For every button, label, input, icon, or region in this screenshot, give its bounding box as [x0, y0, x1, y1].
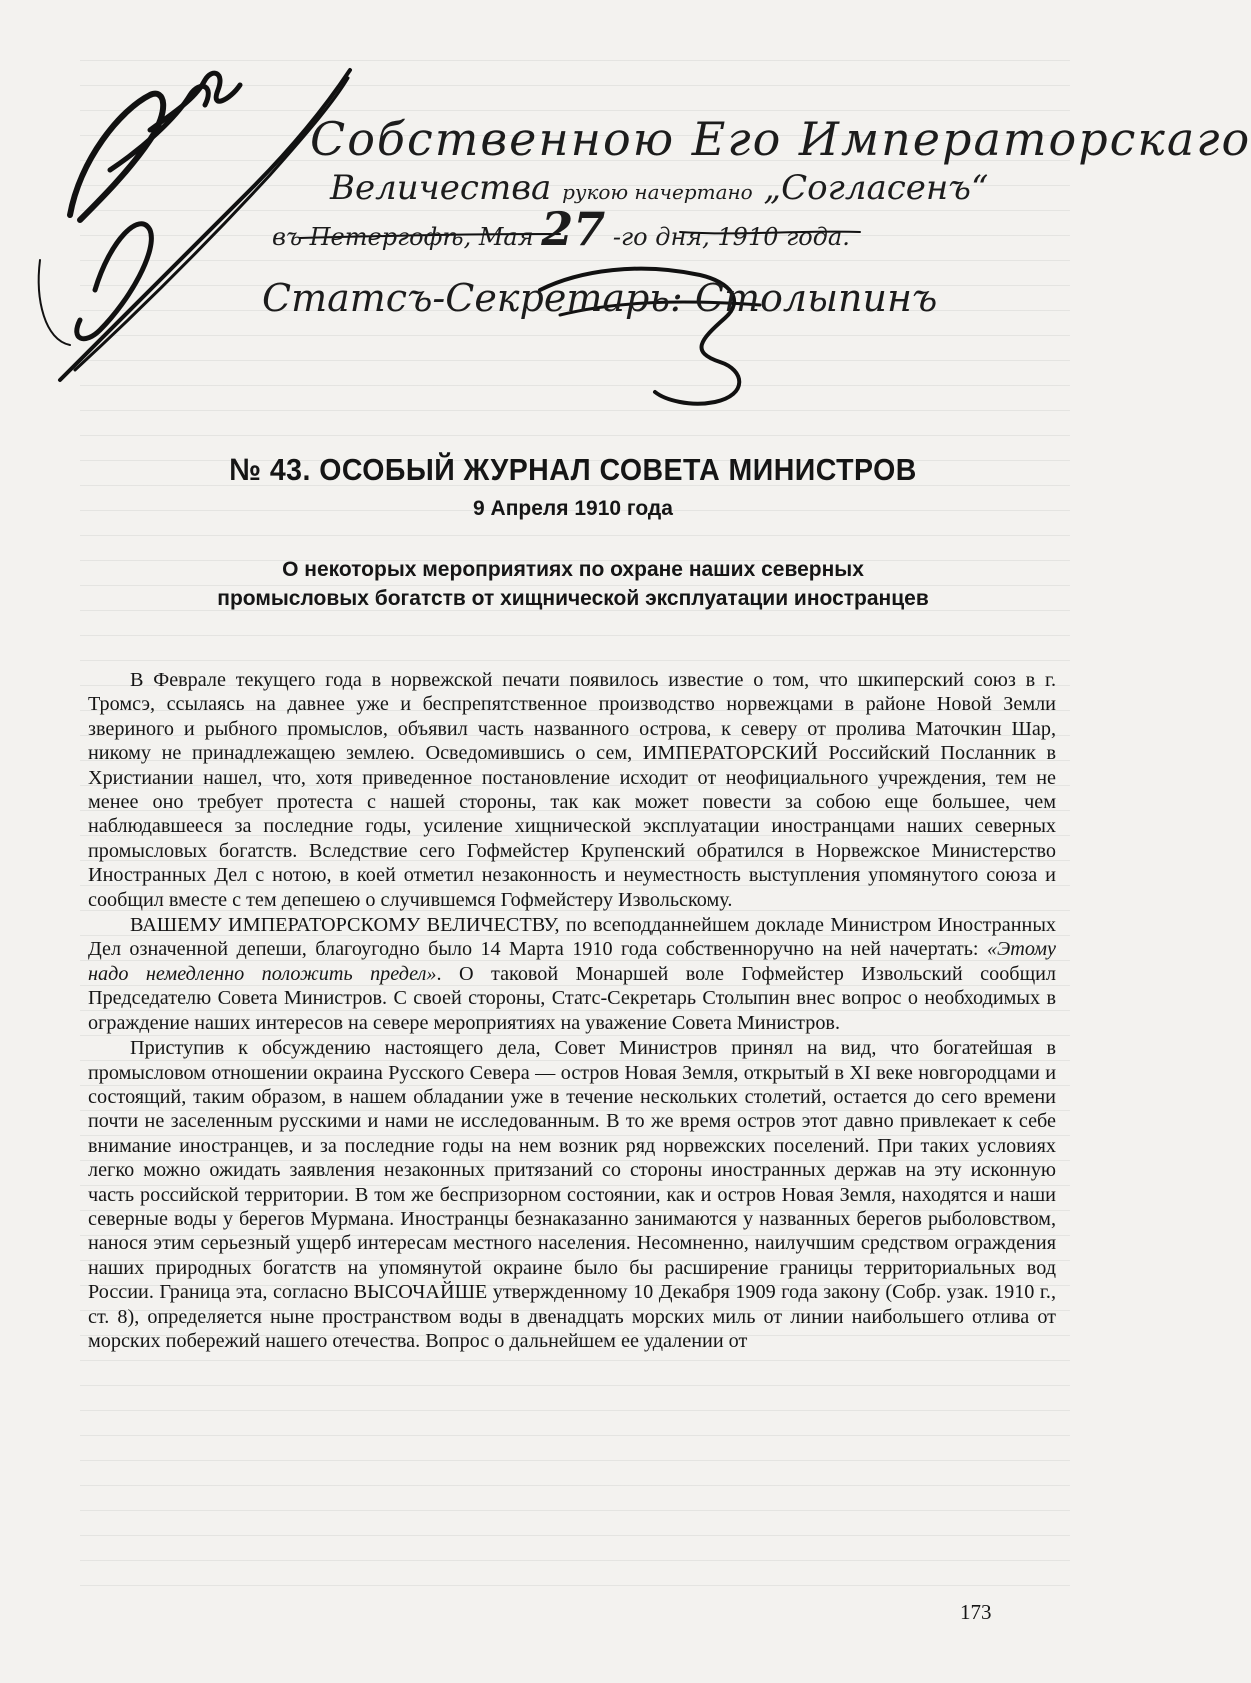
- document-subtitle: [120, 555, 1026, 613]
- resolution-by-hand: рукою начертано: [562, 180, 753, 204]
- document-date: 9 Апреля 1910 года: [473, 497, 673, 520]
- imperial-quote: «Этому надо немедленно положить предел»: [88, 938, 1056, 985]
- document-body: [88, 668, 1056, 1353]
- resolution-line-3: [272, 202, 850, 256]
- document-title: № 43. ОСОБЫЙ ЖУРНАЛ СОВЕТА МИНИСТРОВ: [229, 452, 917, 487]
- resolution-agreed: „Согласенъ“: [763, 168, 989, 208]
- margin-stroke: [77, 224, 152, 339]
- margin-stroke: [70, 94, 163, 220]
- resolution-line-1: Собственною Его Императорскаго: [310, 112, 1251, 166]
- paragraph-2-end: . О таковой Монаршей воле Гофмейстер Извольский сообщил Председателю Совета Министров. С своей стороны, Статс-Секретарь Столыпин внес вопрос о необходимых в ограждение наших интересов на севере мероприятиях на уважение Совета Министров.: [88, 962, 1057, 1034]
- page-number: 173: [960, 1600, 992, 1624]
- resolution-day: 27: [541, 202, 606, 256]
- paragraph-2-start: ВАШЕМУ ИМПЕРАТОРСКОМУ ВЕЛИЧЕСТВУ, по всеподданнейшем докладе Министром Иностранных Дел означенной депеши, благоугодно было 14 Марта 1910 года собственноручно на ней начертать:: [88, 914, 1056, 961]
- handwritten-resolution: [0, 0, 1251, 420]
- resolution-majesty: Величества: [330, 168, 552, 208]
- subtitle-line-2: промысловых богатств от хищнической эксплуатации иностранцев: [217, 587, 929, 610]
- paragraph-1: В Феврале текущего года в норвежской печати появилось известие о том, что шкиперский союз в г. Тромсэ, ссылаясь на давнее уже и беспрепятственное производство норвежцами в районе Новой Земли звериного и рыбного промыслов, объявил часть названного острова, к северу от пролива Маточкин Шар, никому не принадлежащею землею. Осведомившись о сем, ИМПЕРАТОРСКИЙ Российский Посланник в Христиании нашел, что, хотя приведенное постановление исходит от неофициального учреждения, тем не менее оно требует протеста с нашей стороны, так как может повести за собою еще большее, чем наблюдавшееся за последние годы, усиление хищнической эксплуатации иностранцами наших северных промысловых богатств. Вследствие сего Гофмейстер Крупенский обратился в Норвежское Министерство Иностранных Дел с нотою, в коей отметил незаконность и неуместность выступления упомянутого союза и сообщил вместе с тем депешею о случившемся Гофмейстеру Извольскому.: [88, 669, 1056, 911]
- resolution-year: -го дня, 1910 года.: [612, 223, 850, 251]
- subtitle-line-1: О некоторых мероприятиях по охране наших северных: [282, 558, 864, 581]
- paragraph-3: Приступив к обсуждению настоящего дела, Совет Министров принял на вид, что богатейшая в промысловом отношении окраина Русского Севера — остров Новая Земля, открытый в XI веке новгородцами и состоящий, таким образом, в нашем обладании уже в течение нескольких столетий, остается до сего времени почти не заселенным русскими и нами не исследованным. В то же время остров этот давно привлекает к себе внимание иностранцев, и за последние годы на нем возник ряд норвежских поселений. При таких условиях легко можно ожидать заявления незаконных притязаний со стороны иностранных держав на эту исконную часть российской территории. В том же беспризорном состоянии, как и остров Новая Земля, находятся и наши северные воды у берегов Мурмана. Иностранцы безнаказанно занимаются у названных берегов рыболовством, нанося этим серьезный ущерб интересам местного населения. Несомненно, наилучшим средством ограждения наших природных богатств на упомянутой окраине было бы расширение границы территориальных вод России. Граница эта, согласно ВЫСОЧАЙШЕ утвержденному 10 Декабря 1909 года закону (Собр. узак. 1910 г., ст. 8), определяется ныне пространством воды в двенадцать морских миль от линии наибольшего отлива от морских побережий нашего отечества. Вопрос о дальнейшем ее удалении от: [88, 1037, 1056, 1352]
- margin-stroke: [39, 260, 70, 345]
- paragraph-2: [88, 913, 1056, 1035]
- resolution-place: въ Петергофѣ, Мая: [272, 223, 534, 251]
- resolution-signature: Статсъ-Секретарь: Столыпинъ: [262, 276, 938, 320]
